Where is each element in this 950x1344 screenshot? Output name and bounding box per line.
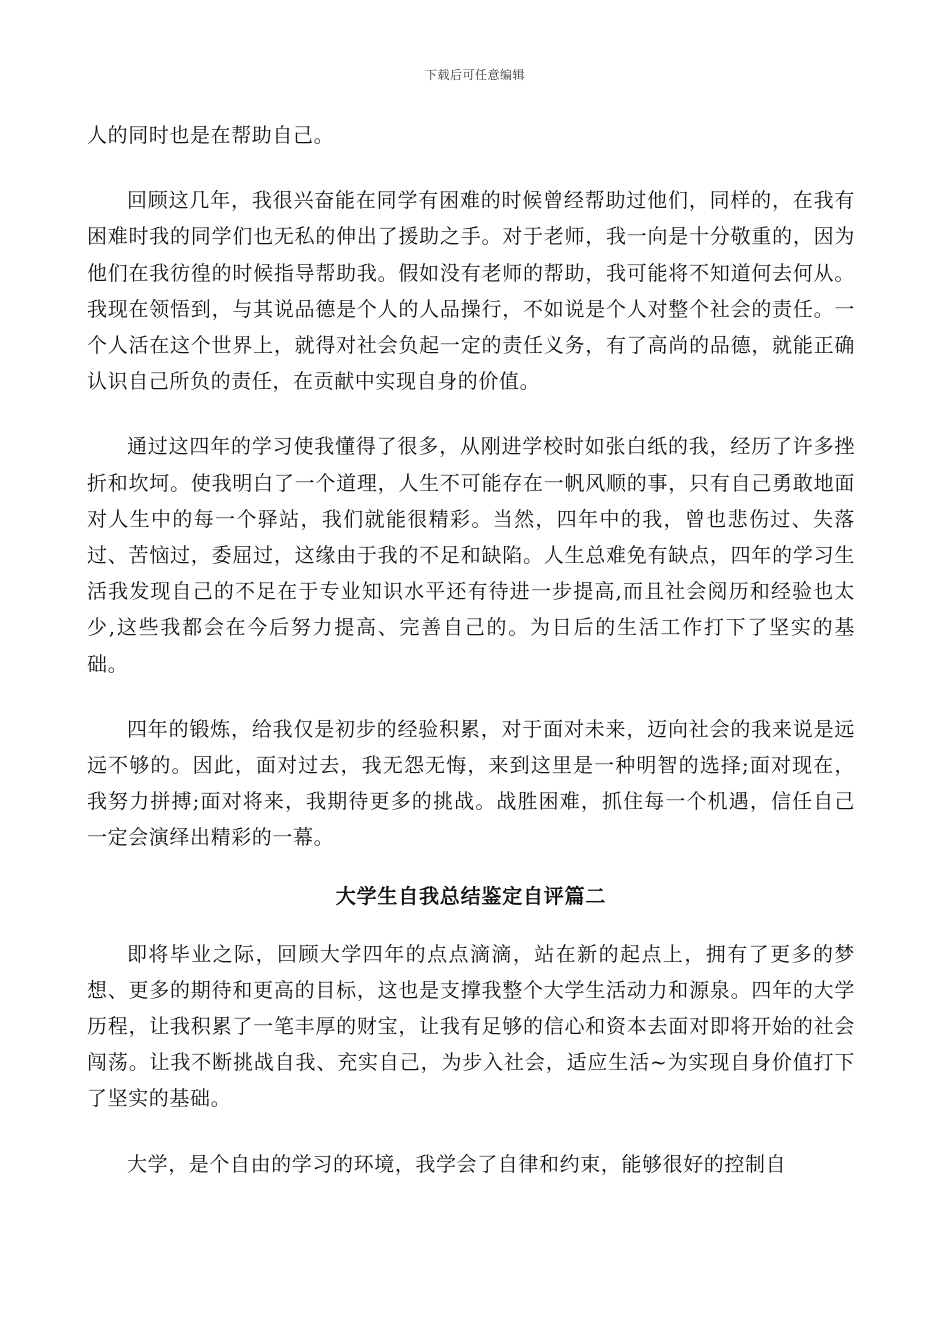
paragraph-university-freedom: 大学，是个自由的学习的环境，我学会了自律和约束，能够很好的控制自 bbox=[127, 1151, 787, 1176]
paragraph-continuation: 人的同时也是在帮助自己。 bbox=[87, 123, 335, 147]
paragraph-four-years-training: 四年的锻炼，给我仅是初步的经验积累，对于面对未来，迈向社会的我来说是远远不够的。因此，面对过去，我无怨无悔，来到这里是一种明智的选择;面对现在，我努力拼搏;面对将来，我期待更多的挑战。战胜困难，抓住每一个机遇，信任自己一定会演绎出精彩的一幕。 bbox=[87, 716, 855, 850]
section-title: 大学生自我总结鉴定自评篇二 bbox=[335, 883, 607, 908]
paragraph-four-years-study: 通过这四年的学习使我懂得了很多，从刚进学校时如张白纸的我，经历了许多挫折和坎坷。使我明白了一个道理，人生不可能存在一帆风顺的事，只有自己勇敢地面对人生中的每一个驿站，我们就能很精彩。当然，四年中的我，曾也悲伤过、失落过、苦恼过，委屈过，这缘由于我的不足和缺陷。人生总难免有缺点，四年的学习生活我发现自己的不足在于专业知识水平还有待进一步提高,而且社会阅历和经验也太少,这些我都会在今后努力提高、完善自己的。为日后的生活工作打下了坚实的基础。 bbox=[87, 434, 855, 676]
paragraph-graduation: 即将毕业之际，回顾大学四年的点点滴滴，站在新的起点上，拥有了更多的梦想、更多的期待和更高的目标，这也是支撑我整个大学生活动力和源泉。四年的大学历程，让我积累了一笔丰厚的财宝，让我有足够的信心和资本去面对即将开始的社会闯荡。让我不断挑战自我、充实自己，为步入社会，适应生活~为实现自身价值打下了坚实的基础。 bbox=[87, 941, 855, 1111]
document-body bbox=[87, 117, 855, 1182]
paragraph-review-years: 回顾这几年，我很兴奋能在同学有困难的时候曾经帮助过他们，同样的，在我有困难时我的同学们也无私的伸出了援助之手。对于老师，我一向是十分敬重的，因为他们在我彷徨的时候指导帮助我。假如没有老师的帮助，我可能将不知道何去何从。我现在领悟到，与其说品德是个人的人品操行，不如说是个人对整个社会的责任。一个人活在这个世界上，就得对社会负起一定的责任义务，有了高尚的品德，就能正确认识自己所负的责任，在贡献中实现自身的价值。 bbox=[87, 188, 855, 394]
page-header-note: 下载后可任意编辑 bbox=[424, 68, 525, 82]
